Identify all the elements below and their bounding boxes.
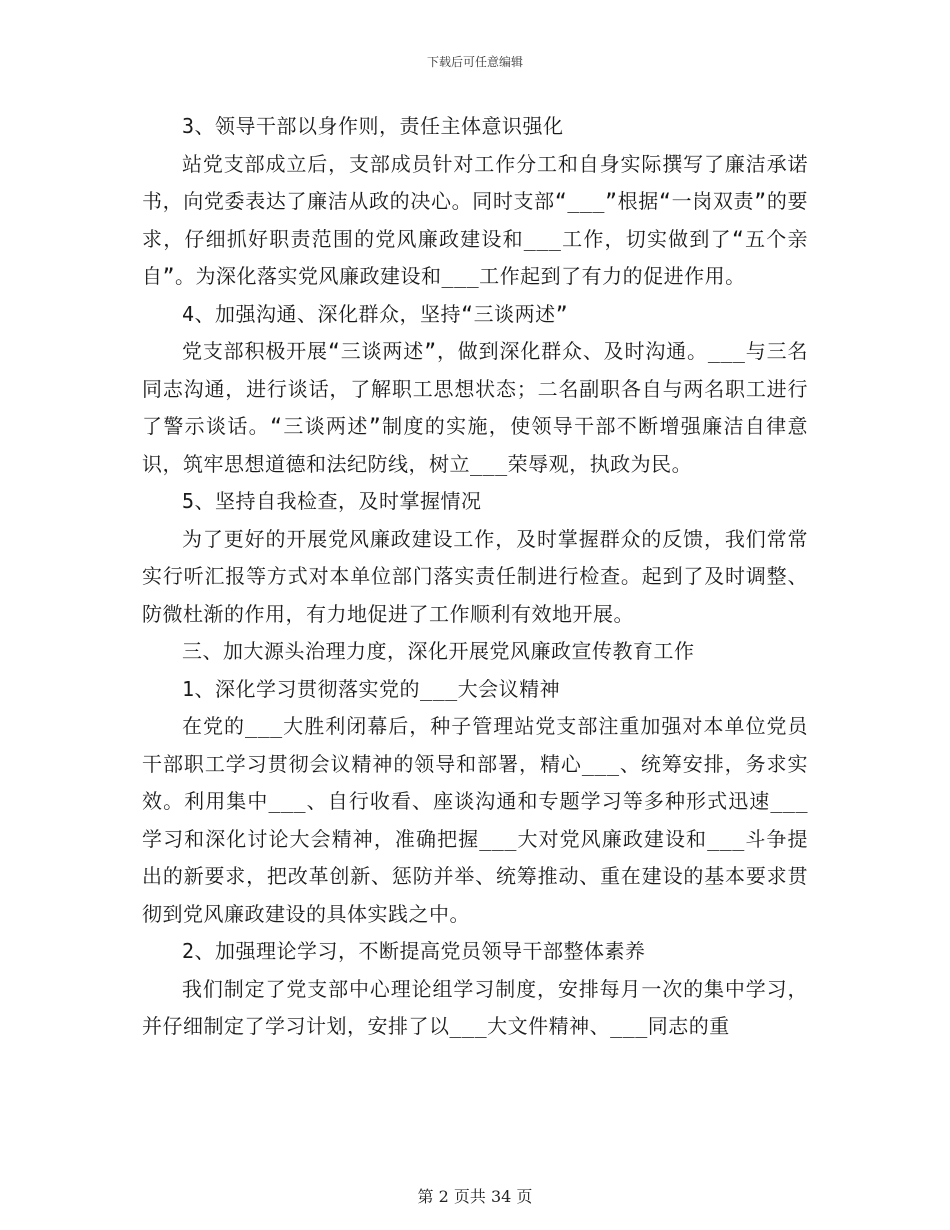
page-header: 下载后可任意编辑	[426, 55, 523, 69]
section-heading: 三、加大源头治理力度，深化开展党风廉政宣传教育工作	[182, 639, 695, 663]
section-heading: 1、深化学习贯彻落实党的___大会议精神	[182, 676, 561, 701]
paragraph: 站党支部成立后，支部成员针对工作分工和自身实际撰写了廉洁承诺书，向党委表达了廉洁从政的决心。同时支部“___”根据“一岗双责”的要求，仔细抓好职责范围的党风廉政建设和___工作，切实做到了“五个亲自”。为深化落实党风廉政建设和___工作起到了有力的促进作用。	[142, 151, 808, 288]
document-body	[142, 108, 808, 1046]
section-heading: 3、领导干部以身作则，责任主体意识强化	[182, 114, 564, 138]
page-footer: 第 2 页共 34 页	[417, 1187, 533, 1206]
section-heading: 2、加强理论学习，不断提高党员领导干部整体素养	[182, 939, 646, 963]
paragraph: 我们制定了党支部中心理论组学习制度，安排每月一次的集中学习，并仔细制定了学习计划，安排了以___大文件精神、___同志的重	[142, 976, 808, 1038]
section-heading: 4、加强沟通、深化群众，坚持“三谈两述”	[182, 301, 569, 326]
paragraph: 党支部积极开展“三谈两述”，做到深化群众、及时沟通。___与三名同志沟通，进行谈话，了解职工思想状态；二名副职各自与两名职工进行了警示谈话。“三谈两述”制度的实施，使领导干部不断增强廉洁自律意识，筑牢思想道德和法纪防线，树立___荣辱观，执政为民。	[142, 339, 808, 476]
paragraph: 在党的___大胜利闭幕后，种子管理站党支部注重加强对本单位党员干部职工学习贯彻会议精神的领导和部署，精心___、统筹安排，务求实效。利用集中___、自行收看、座谈沟通和专题学习等多种形式迅速___学习和深化讨论大会精神，准确把握___大对党风廉政建设和___斗争提出的新要求，把改革创新、惩防并举、统筹推动、重在建设的基本要求贯彻到党风廉政建设的具体实践之中。	[142, 714, 808, 926]
paragraph: 为了更好的开展党风廉政建设工作，及时掌握群众的反馈，我们常常实行听汇报等方式对本单位部门落实责任制进行检查。起到了及时调整、防微杜渐的作用，有力地促进了工作顺利有效地开展。	[142, 526, 808, 626]
section-heading: 5、坚持自我检查，及时掌握情况	[182, 489, 482, 513]
